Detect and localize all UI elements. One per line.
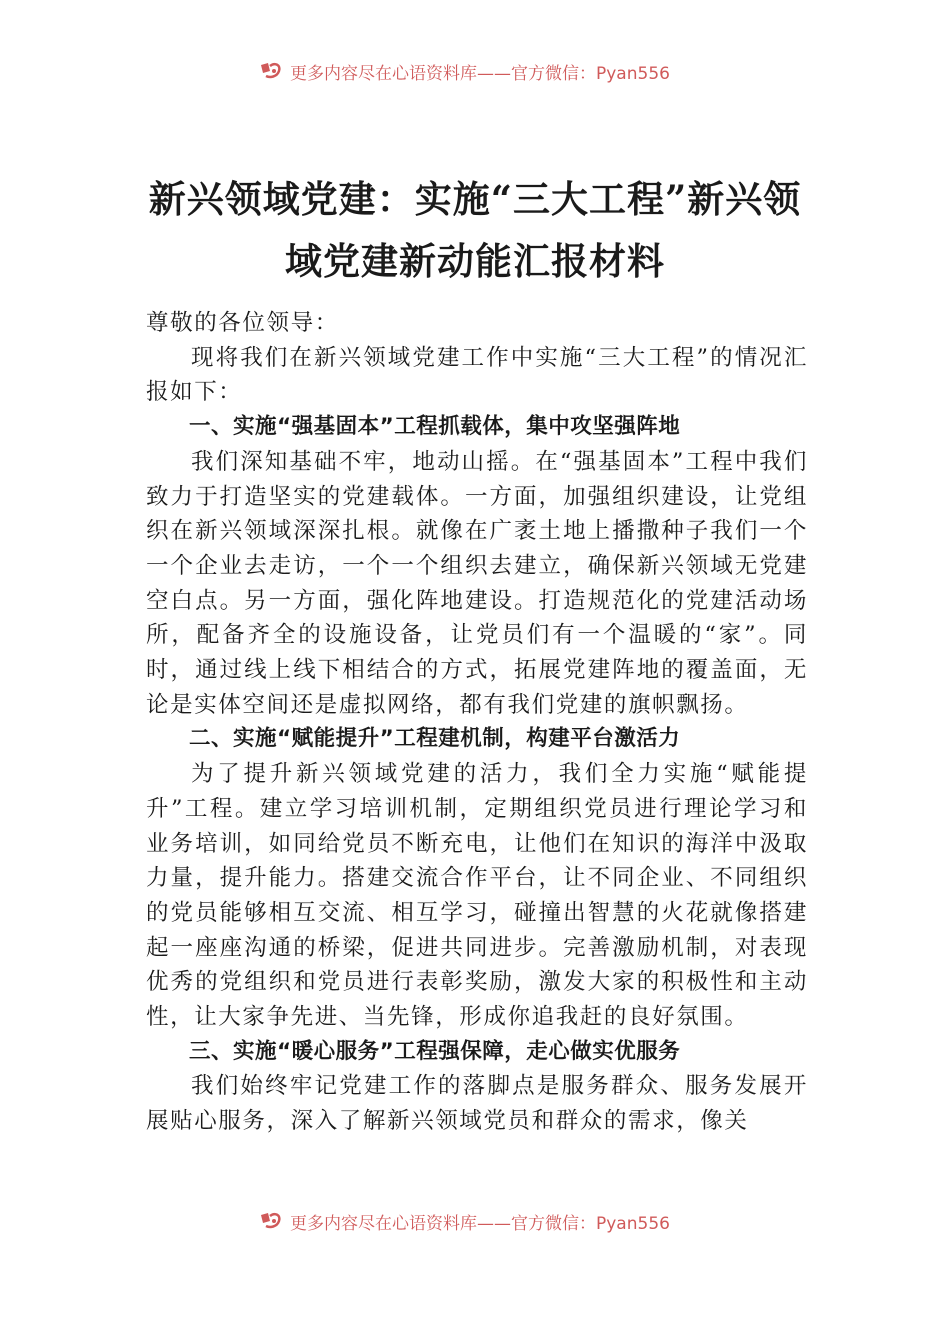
intro-paragraph: 现将我们在新兴领域党建工作中实施“三大工程”的情况汇报如下： (146, 344, 808, 406)
salutation: 尊敬的各位领导： (146, 310, 339, 336)
section-1-heading: 一、实施“强基固本”工程抓载体，集中攻坚强阵地 (189, 414, 681, 440)
brand-logo-icon (258, 60, 284, 82)
title-line-1: 新兴领域党建：实施“三大工程”新兴领 (148, 177, 802, 221)
section-1-body: 我们深知基础不牢，地动山摇。在“强基固本”工程中我们致力于打造坚实的党建载体。一方面，加强组织建设，让党组织在新兴领域深深扎根。就像在广袤土地上播撒种子我们一个一个企业去走访，一个一个组织去建立，确保新兴领域无党建空白点。另一方面，强化阵地建设。打造规范化的党建活动场所，配备齐全的设施设备，让党员们有一个温暖的“家”。同时，通过线上线下相结合的方式，拓展党建阵地的覆盖面，无论是实体空间还是虚拟网络，都有我们党建的旗帜飘扬。 (146, 448, 808, 718)
brand-logo-icon (258, 1210, 284, 1232)
section-2-heading: 二、实施“赋能提升”工程建机制，构建平台激活力 (189, 726, 681, 752)
section-2-body: 为了提升新兴领域党建的活力，我们全力实施“赋能提升”工程。建立学习培训机制，定期组织党员进行理论学习和业务培训，如同给党员不断充电，让他们在知识的海洋中汲取力量，提升能力。搭建交流合作平台，让不同企业、不同组织的党员能够相互交流、相互学习，碰撞出智慧的火花就像搭建起一座座沟通的桥梁，促进共同进步。完善激励机制，对表现优秀的党组织和党员进行表彰奖励，激发大家的积极性和主动性，让大家争先进、当先锋，形成你追我赶的良好氛围。 (146, 761, 808, 1031)
watermark-text: 更多内容尽在心语资料库——官方微信：Pyan556 (290, 1213, 670, 1234)
section-3-heading: 三、实施“暖心服务”工程强保障，走心做实优服务 (189, 1038, 681, 1064)
title-line-2: 域党建新动能汇报材料 (285, 239, 665, 283)
watermark-text: 更多内容尽在心语资料库——官方微信：Pyan556 (290, 63, 670, 84)
watermark-header (258, 56, 778, 86)
watermark-footer (258, 1206, 778, 1236)
document-title (110, 168, 840, 292)
document-body (146, 306, 808, 1139)
section-3-body: 我们始终牢记党建工作的落脚点是服务群众、服务发展开展贴心服务，深入了解新兴领域党员和群众的需求，像关 (146, 1073, 808, 1135)
